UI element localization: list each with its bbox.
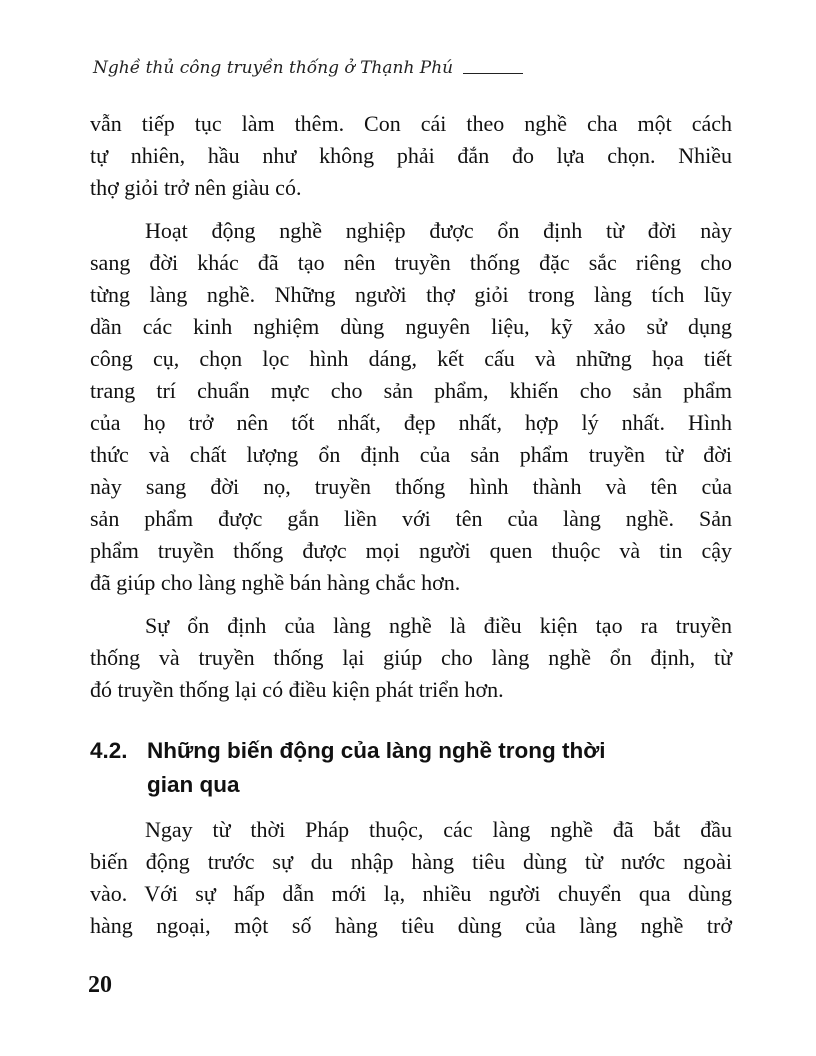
paragraph-4 bbox=[90, 814, 732, 942]
text-line: dần các kinh nghiệm dùng nguyên liệu, kỹ xảo sử dụng bbox=[90, 314, 732, 339]
text-line: này sang đời nọ, truyền thống hình thành và tên của bbox=[90, 474, 732, 499]
section-number: 4.2. bbox=[90, 738, 128, 763]
text-line: đó truyền thống lại có điều kiện phát triển hơn. bbox=[90, 677, 504, 702]
text-line: Hoạt động nghề nghiệp được ổn định từ đời này bbox=[145, 218, 732, 243]
text-line: của họ trở nên tốt nhất, đẹp nhất, hợp lý nhất. Hình bbox=[90, 410, 732, 435]
text-line: hàng ngoại, một số hàng tiêu dùng của làng nghề trở bbox=[90, 913, 732, 938]
text-line: sang đời khác đã tạo nên truyền thống đặc sắc riêng cho bbox=[90, 250, 732, 275]
text-line: biến động trước sự du nhập hàng tiêu dùng từ nước ngoài bbox=[90, 849, 732, 874]
text-line: thống và truyền thống lại giúp cho làng nghề ổn định, từ bbox=[90, 645, 732, 670]
section-title-line-2: gian qua bbox=[147, 772, 240, 797]
text-line: đã giúp cho làng nghề bán hàng chắc hơn. bbox=[90, 570, 461, 595]
text-line: sản phẩm được gắn liền với tên của làng nghề. Sản bbox=[90, 506, 732, 531]
page-number: 20 bbox=[88, 972, 112, 998]
text-line: trang trí chuẩn mực cho sản phẩm, khiến cho sản phẩm bbox=[90, 378, 732, 403]
section-heading bbox=[90, 734, 732, 802]
text-line: Ngay từ thời Pháp thuộc, các làng nghề đã bắt đầu bbox=[145, 817, 732, 842]
text-line: vẫn tiếp tục làm thêm. Con cái theo nghề cha một cách bbox=[90, 111, 732, 136]
paragraph-3 bbox=[90, 610, 732, 706]
header-rule bbox=[463, 73, 523, 74]
running-title: Nghề thủ công truyền thống ở Thạnh Phú bbox=[93, 58, 454, 78]
body-text bbox=[90, 108, 732, 942]
text-line: công cụ, chọn lọc hình dáng, kết cấu và những họa tiết bbox=[90, 346, 732, 371]
paragraph-1 bbox=[90, 108, 732, 204]
text-line: vào. Với sự hấp dẫn mới lạ, nhiều người chuyển qua dùng bbox=[90, 881, 732, 906]
text-line: từng làng nghề. Những người thợ giỏi trong làng tích lũy bbox=[90, 282, 732, 307]
section-title-line-1: Những biến động của làng nghề trong thời bbox=[147, 738, 606, 763]
text-line: thợ giỏi trở nên giàu có. bbox=[90, 175, 302, 200]
text-line: tự nhiên, hầu như không phải đắn đo lựa chọn. Nhiều bbox=[90, 143, 732, 168]
text-line: phẩm truyền thống được mọi người quen thuộc và tin cậy bbox=[90, 538, 732, 563]
text-line: Sự ổn định của làng nghề là điều kiện tạo ra truyền bbox=[145, 613, 732, 638]
paragraph-2 bbox=[90, 215, 732, 599]
running-header bbox=[93, 58, 523, 78]
text-line: thức và chất lượng ổn định của sản phẩm truyền từ đời bbox=[90, 442, 732, 467]
